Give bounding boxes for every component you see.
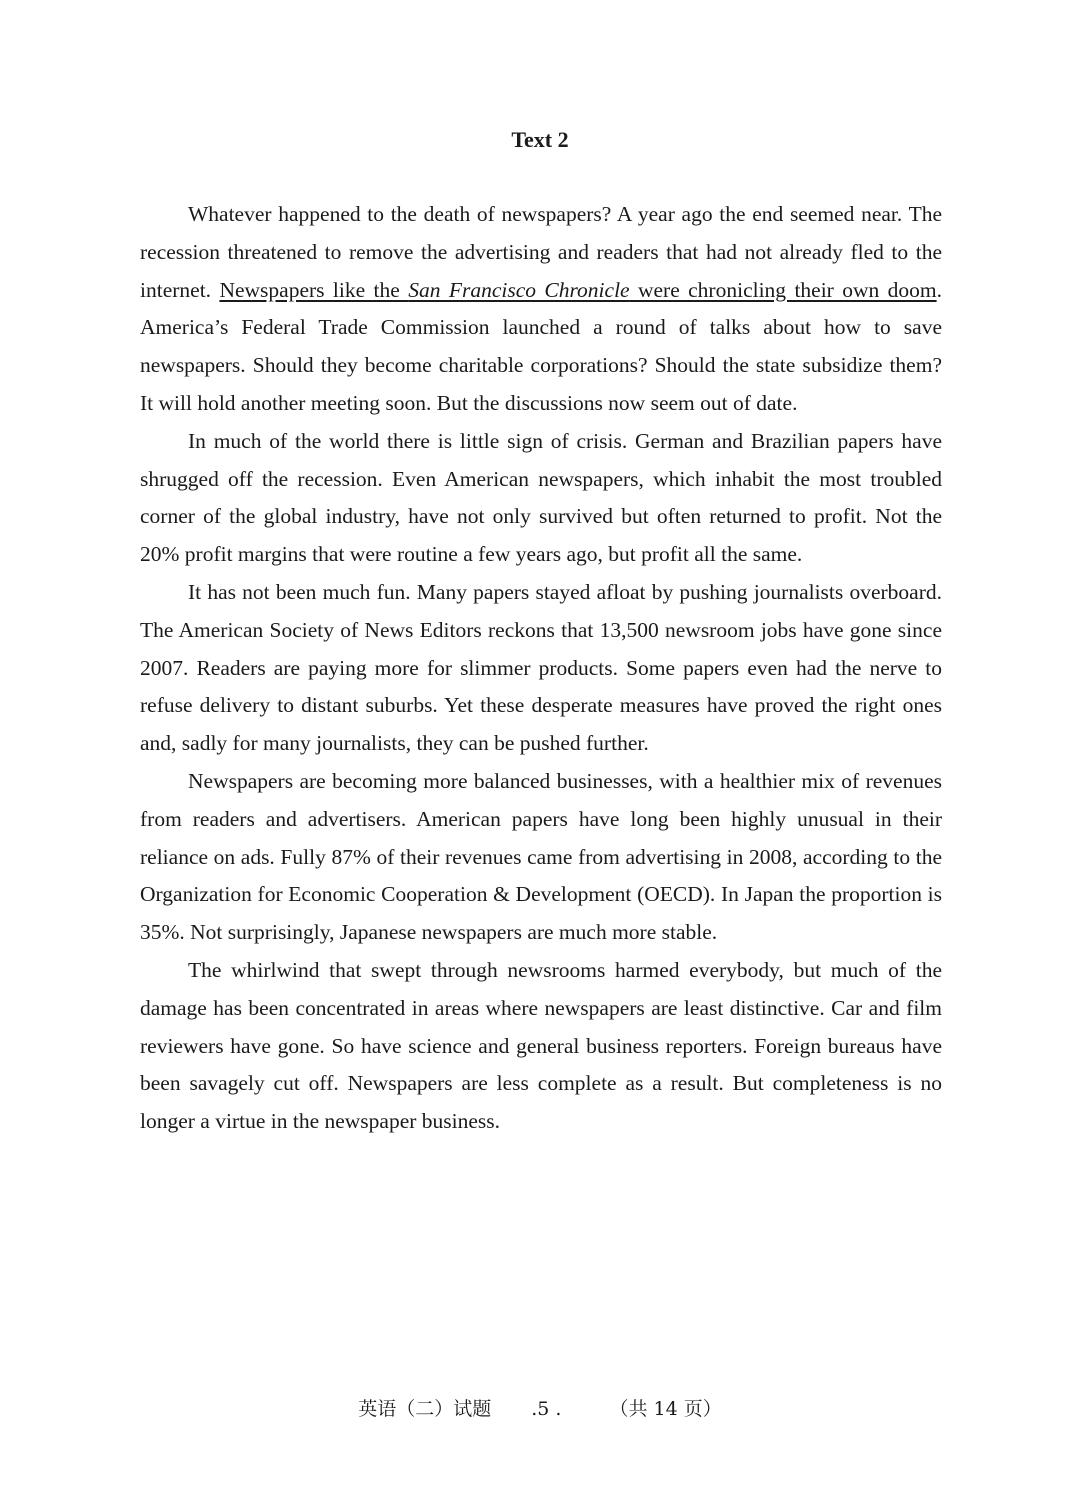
paragraph-2: In much of the world there is little sign of crisis. German and Brazilian papers have shrugged off the recession. Even American newspapers, which inhabit the most troubled corner of the global industry, have not only survived but often returned to profit. Not the 20% profit margins that were routine a few years ago, but profit all the same. <box>140 428 942 567</box>
paragraph-1-text-b: . America’s Federal Trade Commission launched a round of talks about how to save newspapers. Should they become charitable corporations? Should the state subsidize them? It will hold another meeting soon. But the discussions now seem out of date. <box>140 277 942 415</box>
paragraph-5: The whirlwind that swept through newsrooms harmed everybody, but much of the damage has been concentrated in areas where newspapers are least distinctive. Car and film reviewers have gone. So have science and general business reporters. Foreign bureaus have been savagely cut off. Newspapers are less complete as a result. But completeness is no longer a virtue in the newspaper business. <box>140 957 942 1134</box>
paragraph-1-text-a: Whatever happened to the death of newspapers? A year ago the end seemed near. The recession threatened to remove the advertising and readers that had not already fled to the internet. <box>140 202 942 302</box>
passage-body <box>140 196 942 1141</box>
page-footer <box>0 1394 1080 1424</box>
footer-page-number: .5 . <box>531 1398 562 1420</box>
underlined-sentence <box>219 278 936 302</box>
newspaper-name-italic: San Francisco Chronicle <box>408 277 630 302</box>
paragraph-1 <box>140 196 942 423</box>
footer-total-pages: （共 14 页） <box>609 1398 722 1420</box>
underlined-part-2: were chronicling their own doom <box>629 277 937 302</box>
footer-subject: 英语（二）试题 <box>358 1398 492 1420</box>
passage-title: Text 2 <box>511 127 569 152</box>
underlined-part-1: Newspapers like the <box>219 277 409 302</box>
paragraph-3: It has not been much fun. Many papers stayed afloat by pushing journalists overboard. The American Society of News Editors reckons that 13,500 newsroom jobs have gone since 2007. Readers are paying more for slimmer products. Some papers even had the nerve to refuse delivery to distant suburbs. Yet these desperate measures have proved the right ones and, sadly for many journalists, they can be pushed further. <box>140 579 942 756</box>
paragraph-4: Newspapers are becoming more balanced businesses, with a healthier mix of revenues from readers and advertisers. American papers have long been highly unusual in their reliance on ads. Fully 87% of their revenues came from advertising in 2008, according to the Organization for Economic Cooperation & Development (OECD). In Japan the proportion is 35%. Not surprisingly, Japanese newspapers are much more stable. <box>140 768 942 945</box>
